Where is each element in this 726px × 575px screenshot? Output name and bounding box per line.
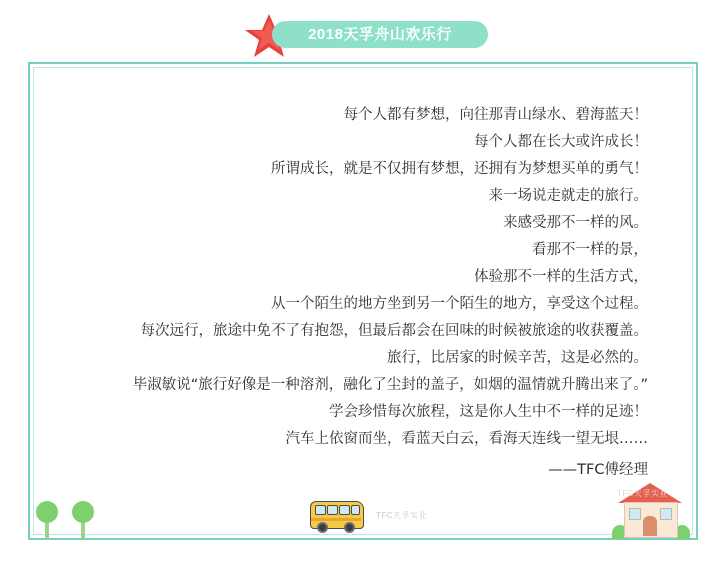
poem-line: 从一个陌生的地方坐到另一个陌生的地方，享受这个过程。 bbox=[271, 296, 648, 312]
house-watermark: TFC天孚实业 bbox=[616, 489, 668, 498]
poem-line: 看那不一样的景， bbox=[532, 242, 648, 258]
poem-line: 汽车上依窗而坐，看蓝天白云，看海天连线一望无垠…… bbox=[285, 431, 648, 447]
poem-line: 毕淑敏说“旅行好像是一种溶剂，融化了尘封的盖子，如烟的温情就升腾出来了。” bbox=[132, 377, 648, 393]
poem-signature: ——TFC傅经理 bbox=[548, 462, 648, 478]
poem-line: 学会珍惜每次旅程，这是你人生中不一样的足迹！ bbox=[329, 404, 648, 420]
poem-line: 所谓成长，就是不仅拥有梦想，还拥有为梦想买单的勇气！ bbox=[271, 161, 648, 177]
poem-line: 每个人都在长大或许成长！ bbox=[474, 134, 648, 150]
page-header bbox=[0, 10, 726, 56]
bus-watermark: TFC天孚实业 bbox=[376, 511, 428, 520]
poem-line: 旅行，比居家的时候辛苦，这是必然的。 bbox=[387, 350, 648, 366]
poem-line: 体验那不一样的生活方式， bbox=[474, 269, 648, 285]
poem-text bbox=[70, 102, 648, 484]
poem-line: 来一场说走就走的旅行。 bbox=[488, 188, 648, 204]
page-title: 2018天孚舟山欢乐行 bbox=[308, 26, 452, 43]
poem-line: 来感受那不一样的风。 bbox=[503, 215, 648, 231]
content-card bbox=[28, 62, 698, 540]
poem-line: 每个人都有梦想，向往那青山绿水、碧海蓝天！ bbox=[343, 107, 648, 123]
poem-line: 每次远行，旅途中免不了有抱怨，但最后都会在回味的时候被旅途的收获覆盖。 bbox=[140, 323, 648, 339]
